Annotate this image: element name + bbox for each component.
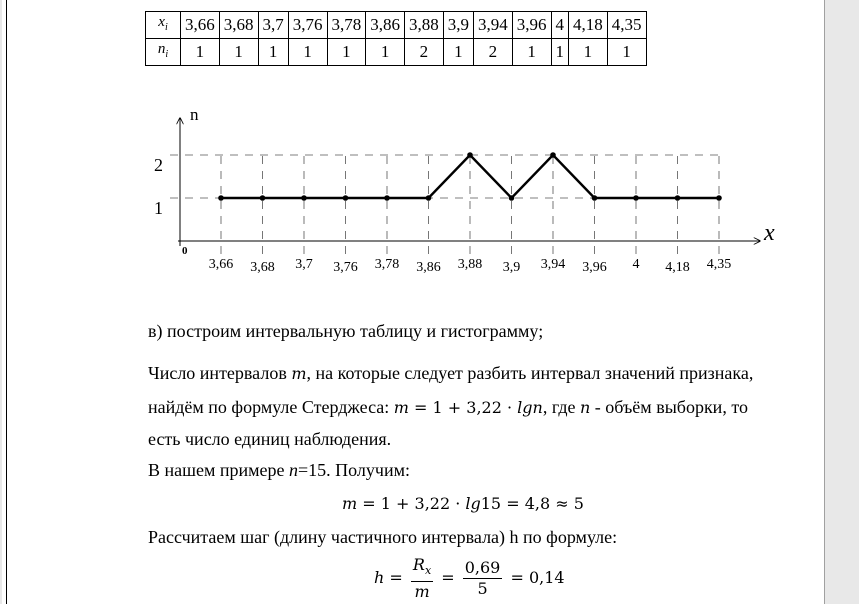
n-sub: i <box>165 49 169 60</box>
x-tick-label: 3,96 <box>582 260 607 275</box>
fraction-rx-m <box>411 555 433 602</box>
page-border-left <box>6 0 7 604</box>
paragraph-step: Рассчитаем шаг (длину частичного интервала) h по формуле: <box>148 527 618 547</box>
formula-part: = 1 + 3,22 · <box>357 494 466 513</box>
text-span: , где <box>542 397 580 417</box>
text-span: Число интервалов <box>148 363 292 383</box>
document-page <box>2 0 824 604</box>
table-cell-x: 3,86 <box>366 12 405 39</box>
fraction-denominator: 5 <box>477 579 488 599</box>
text-span: =15. Получим: <box>298 460 410 480</box>
data-point <box>260 195 266 201</box>
x-tick-label: 3,9 <box>502 260 521 275</box>
x-tick-label: 4,18 <box>665 260 690 275</box>
math-n: n <box>579 398 591 417</box>
text-span: найдём по формуле Стерджеса: <box>148 397 394 417</box>
table-row-x <box>146 12 647 39</box>
table-cell-n: 1 <box>288 39 327 66</box>
x-tick-label: 3,66 <box>208 257 234 272</box>
data-point <box>301 195 307 201</box>
text-span: , на которые следует разбить интервал значений признака, <box>306 363 754 383</box>
x-tick-label: 3,68 <box>250 260 275 275</box>
data-point <box>384 195 390 201</box>
y-tick-label-1: 1 <box>154 198 163 218</box>
data-point <box>592 195 598 201</box>
paragraph-intervals-2 <box>148 396 748 419</box>
paragraph-intervals-1 <box>148 362 753 385</box>
n-label: n <box>157 41 166 57</box>
fraction-values <box>463 558 503 599</box>
table-cell-x: 3,68 <box>219 12 258 39</box>
data-point <box>675 195 681 201</box>
table-cell-x: 4 <box>551 12 569 39</box>
x-tick-label: 3,78 <box>374 257 400 272</box>
table-cell-n: 1 <box>219 39 258 66</box>
math-m: m <box>414 582 430 602</box>
formula-m-value <box>342 492 584 515</box>
formula-result: = 0,14 <box>505 568 565 587</box>
fraction-numerator: 0,69 <box>464 558 501 578</box>
math-lgn: lgn <box>517 398 543 417</box>
table-cell-x: 3,7 <box>258 12 288 39</box>
x-tick-label: 3,76 <box>333 260 358 275</box>
sturges-formula: = 1 + 3,22 · <box>408 398 518 417</box>
origin-label: 0 <box>182 245 188 257</box>
table-cell-x: 3,66 <box>181 12 220 39</box>
ticks-layer <box>209 257 732 275</box>
fraction-numerator <box>411 555 433 582</box>
data-point <box>426 195 432 201</box>
table-row-n <box>146 39 647 66</box>
x-tick-label: 3,86 <box>416 260 441 275</box>
math-m: m <box>291 364 307 383</box>
table-cell-n: 1 <box>258 39 288 66</box>
math-h: h <box>374 568 385 587</box>
math-m: m <box>393 398 409 417</box>
fraction-denominator <box>411 582 433 602</box>
table-cell-x: 4,35 <box>607 12 646 39</box>
table-cell-n: 1 <box>327 39 366 66</box>
x-label: x <box>158 14 165 30</box>
table-header-x <box>146 12 181 39</box>
x-sub: i <box>164 22 168 33</box>
x-tick-label: 3,88 <box>457 257 483 272</box>
table-cell-x: 4,18 <box>569 12 608 39</box>
table-cell-x: 3,9 <box>443 12 473 39</box>
x-tick-label: 4,35 <box>706 257 732 272</box>
x-tick-label: 3,7 <box>295 257 313 272</box>
data-point <box>343 195 349 201</box>
table-cell-n: 1 <box>181 39 220 66</box>
table-cell-n: 1 <box>366 39 405 66</box>
x-tick-label: 3,94 <box>540 257 566 272</box>
x-axis-label: x <box>764 220 775 246</box>
y-axis-label: n <box>190 105 199 124</box>
equals-sign: = <box>436 568 460 587</box>
paragraph-intervals-3: есть число единиц наблюдения. <box>148 429 392 449</box>
math-lg: lg <box>465 494 481 513</box>
x-tick-label: 4 <box>632 257 640 272</box>
text-span: В нашем примере <box>148 460 290 480</box>
math-n: n <box>289 460 299 480</box>
text-span: - объём выборки, то <box>590 397 748 417</box>
math-r: R <box>412 555 425 575</box>
data-point <box>218 195 224 201</box>
data-point <box>633 195 639 201</box>
frequency-polygon-chart <box>142 96 792 286</box>
table-cell-x: 3,76 <box>288 12 327 39</box>
table-cell-n: 1 <box>512 39 551 66</box>
math-r-sub: x <box>424 564 432 578</box>
table-cell-n: 1 <box>443 39 473 66</box>
paragraph-example <box>148 459 410 481</box>
formula-step <box>374 554 565 602</box>
equals-sign: = <box>384 568 408 587</box>
table-cell-n: 1 <box>569 39 608 66</box>
math-m: m <box>342 494 358 513</box>
data-point <box>467 152 473 158</box>
table-cell-n: 2 <box>405 39 444 66</box>
table-header-n <box>146 39 181 66</box>
table-cell-n: 1 <box>551 39 569 66</box>
paragraph-histogram: в) построим интервальную таблицу и гистограмму; <box>148 321 544 341</box>
data-point <box>550 152 556 158</box>
y-tick-label-2: 2 <box>154 155 163 175</box>
frequency-table <box>145 11 647 66</box>
table-cell-x: 3,94 <box>474 12 513 39</box>
grid-layer <box>170 155 722 254</box>
table-cell-x: 3,88 <box>405 12 444 39</box>
formula-part: 15 = 4,8 ≈ 5 <box>480 494 584 513</box>
table-cell-x: 3,96 <box>512 12 551 39</box>
page-edge <box>824 0 825 604</box>
table-cell-n: 1 <box>607 39 646 66</box>
data-point <box>716 195 722 201</box>
data-point <box>509 195 515 201</box>
table-cell-n: 2 <box>474 39 513 66</box>
table-cell-x: 3,78 <box>327 12 366 39</box>
